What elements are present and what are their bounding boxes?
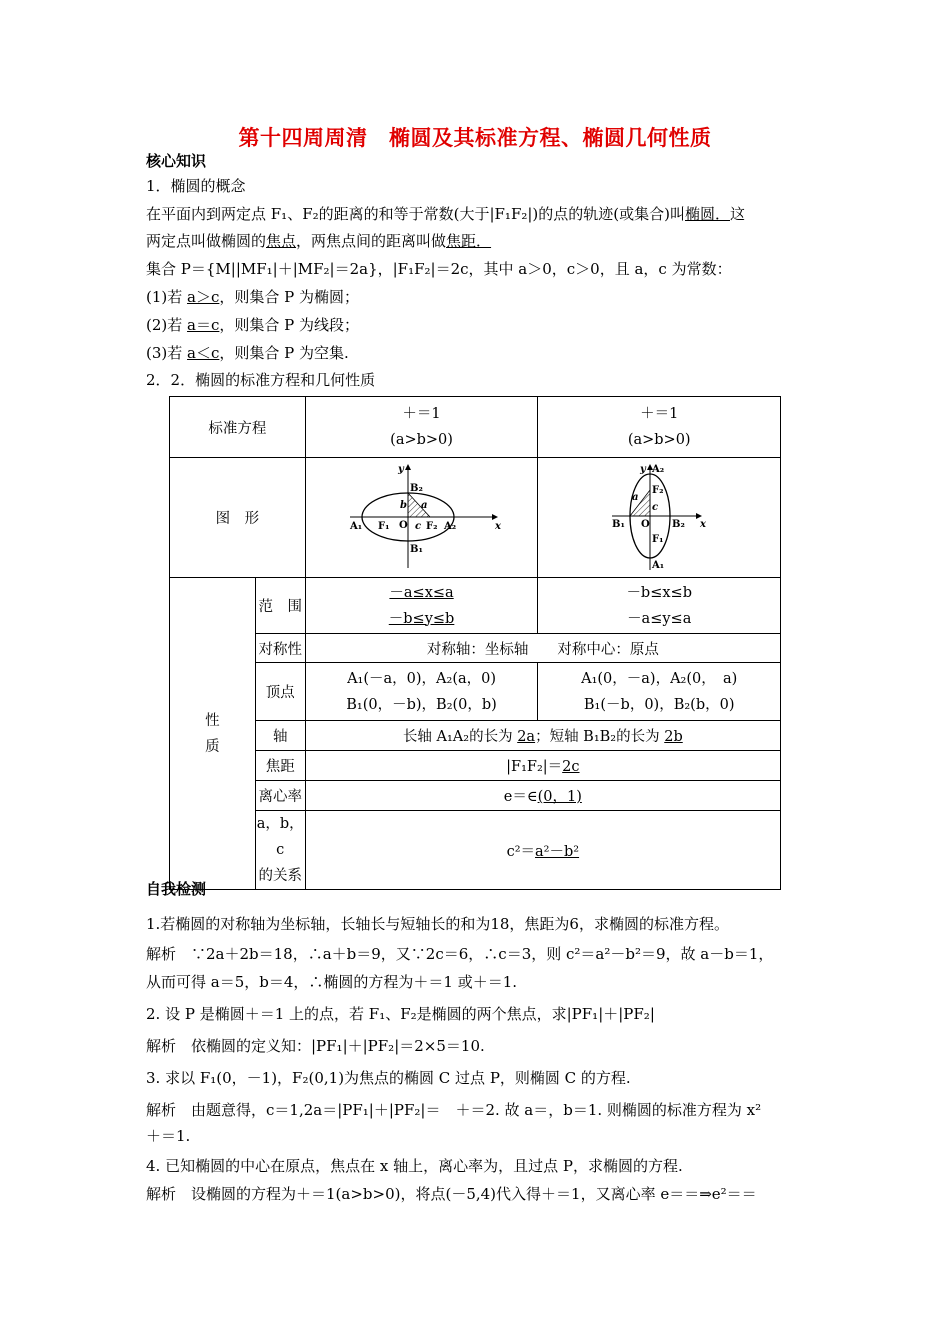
- case-1: [146, 287, 359, 307]
- figure-horizontal-ellipse: [305, 458, 538, 578]
- fig2-label-c: c: [652, 501, 659, 513]
- fig1-label-A2: A₂: [443, 520, 456, 532]
- definition-text: 在平面内到两定点 F₁、F₂的距离的和等于常数(大于|F₁F₂|)的点的轨迹(或集合)叫: [146, 205, 685, 223]
- question-1: 1.若椭圆的对称轴为坐标轴，长轴长与短轴长的和为18，焦距为6，求椭圆的标准方程。: [146, 915, 729, 933]
- fig1-label-A1: A₁: [349, 520, 362, 532]
- eccentricity-interval: (0，1): [537, 789, 582, 805]
- row-figure: [170, 458, 781, 578]
- fig2-label-B2: B₂: [672, 518, 686, 530]
- fig2-label-x: x: [700, 518, 707, 530]
- focal-distance-value: [305, 751, 780, 781]
- range-horizontal: [305, 578, 538, 634]
- vertices-left-B: B₁(0，－b)，B₂(0，b): [346, 696, 497, 713]
- vertices-left-A: A₁(－a，0)，A₂(a，0): [347, 670, 497, 687]
- fig2-label-F1: F₁: [652, 533, 664, 545]
- std-eq-horizontal: [305, 397, 538, 458]
- label-vertices: 顶点: [255, 663, 305, 721]
- case-2: [146, 315, 359, 335]
- row-symmetry: [170, 634, 781, 663]
- range-left-y: [306, 606, 538, 632]
- fig1-label-a: a: [420, 499, 428, 511]
- fig1-label-origin: O: [398, 519, 408, 531]
- vertices-right-A: A₁(0，－a)，A₂(0， a): [581, 670, 738, 687]
- answer-3-line-2: ＋＝1.: [146, 1127, 191, 1145]
- term-ellipse: 椭圆．: [684, 205, 730, 223]
- fig1-label-c: c: [414, 520, 421, 532]
- fig1-label-b: b: [399, 499, 407, 511]
- y-axis-arrow: [405, 464, 411, 470]
- row-axis: [170, 721, 781, 751]
- case-1-condition: a＞c: [187, 288, 220, 306]
- definition-line-2: [146, 231, 491, 251]
- fig2-label-a: a: [632, 491, 639, 503]
- case-3-condition: a＜c: [187, 344, 220, 362]
- page-title: 第十四周周清 椭圆及其标准方程、椭圆几何性质: [238, 126, 712, 150]
- case-1-prefix: (1)若: [146, 288, 188, 306]
- fig2-label-y: y: [640, 463, 647, 475]
- range-right-y: －a≤y≤a: [627, 610, 692, 627]
- label-properties: [170, 578, 256, 890]
- range-vertical: [538, 578, 781, 634]
- std-eq-right: ＋＝1: [640, 406, 679, 422]
- properties-char-1: 性: [205, 712, 220, 729]
- fig2-label-F2: F₂: [652, 484, 664, 496]
- label-axis: 轴: [255, 721, 305, 751]
- answer-3-line-1: 解析 由题意得，c＝1,2a＝|PF₁|＋|PF₂|＝ ＋＝2. 故 a＝，b＝1. 则椭圆的标准方程为 x²: [146, 1101, 762, 1119]
- axis-long-length: 2a: [517, 729, 536, 745]
- range-left-x-value: －a≤x≤a: [389, 584, 454, 601]
- label-figure: 图 形: [170, 458, 306, 578]
- range-left-x: [306, 580, 538, 606]
- relation-formula: a²－b²: [535, 843, 580, 860]
- fig1-label-B1: B₁: [409, 543, 423, 555]
- case-3-result: ，则集合 P 为空集.: [219, 344, 349, 362]
- definition-tail: 这: [730, 205, 746, 223]
- focal-distance-text: |F₁F₂|＝: [506, 759, 563, 775]
- question-2: 2. 设 P 是椭圆＋＝1 上的点，若 F₁、F₂是椭圆的两个焦点，求|PF₁|＋|PF₂|: [146, 1005, 655, 1023]
- definition-text-2: 两定点叫做椭圆的: [146, 232, 267, 250]
- question-4: 4. 已知椭圆的中心在原点，焦点在 x 轴上，离心率为，且过点 P，求椭圆的方程.: [146, 1157, 683, 1175]
- vertices-right-B: B₁(－b，0)，B₂(b，0): [583, 696, 735, 713]
- x-axis-arrow: [492, 514, 498, 520]
- std-eq-vertical: [538, 397, 781, 458]
- std-cond-left: (a>b>0): [390, 432, 453, 448]
- set-definition: 集合 P＝{M||MF₁|＋|MF₂|＝2a}，|F₁F₂|＝2c，其中 a＞0，c＞0，且 a，c 为常数：: [146, 260, 732, 278]
- properties-char-2: 质: [205, 738, 220, 755]
- fig2-label-origin: O: [641, 518, 650, 530]
- case-2-prefix: (2)若: [146, 316, 188, 334]
- vertices-vertical: [538, 663, 781, 721]
- row-range: [170, 578, 781, 634]
- eccentricity-value: [305, 781, 780, 811]
- std-cond-right: (a>b>0): [627, 432, 691, 448]
- symmetry-value: 对称轴：坐标轴 对称中心：原点: [305, 634, 780, 663]
- term-focal-distance: 焦距．: [446, 232, 492, 250]
- case-3: [146, 343, 349, 363]
- relation-label-1: a，b，c: [256, 816, 304, 858]
- fig2-label-A1: A₁: [652, 559, 665, 571]
- answer-1-line-2: 从而可得 a＝5，b＝4，∴椭圆的方程为＋＝1 或＋＝1.: [146, 973, 518, 991]
- answer-4: 解析 设椭圆的方程为＋＝1(a>b>0)，将点(－5,4)代入得＋＝1，又离心率 e＝＝⇒e²＝＝: [146, 1185, 757, 1203]
- subheading-concept: 1．椭圆的概念: [146, 177, 246, 195]
- focal-distance-length: 2c: [562, 759, 580, 775]
- answer-2: 解析 依椭圆的定义知：|PF₁|＋|PF₂|＝2×5＝10.: [146, 1037, 485, 1055]
- definition-line-1: [146, 204, 745, 224]
- section-heading-self-test: 自我检测: [146, 880, 207, 898]
- row-focal-distance: [170, 751, 781, 781]
- horizontal-ellipse-diagram: [342, 460, 502, 572]
- label-relation: [255, 811, 305, 890]
- vertical-ellipse-diagram: [604, 460, 714, 572]
- range-left-y-value: －b≤y≤b: [388, 610, 455, 627]
- label-eccentricity: 离心率: [255, 781, 305, 811]
- subheading-standard-equation: 2．2．椭圆的标准方程和几何性质: [146, 371, 376, 389]
- case-2-result: ，则集合 P 为线段；: [219, 316, 360, 334]
- term-focus: 焦点: [266, 232, 297, 250]
- vertices-horizontal: [305, 663, 538, 721]
- axis-short-text: ；短轴 B₁B₂的长为: [535, 729, 665, 745]
- answer-1-line-1: 解析 ∵2a＋2b＝18，∴a＋b＝9，又∵2c＝6，∴c＝3，则 c²＝a²－b²＝9，故 a－b＝1，: [146, 945, 774, 963]
- axis-value: [305, 721, 780, 751]
- fig1-label-y: y: [397, 463, 404, 475]
- definition-text-3: ，两焦点间的距离叫做: [296, 232, 447, 250]
- label-focal-distance: 焦距: [255, 751, 305, 781]
- label-range: 范 围: [255, 578, 305, 634]
- figure-vertical-ellipse: [538, 458, 781, 578]
- properties-table: [169, 396, 781, 890]
- case-2-condition: a＝c: [187, 316, 220, 334]
- relation-value: [305, 811, 780, 890]
- fig1-label-F1: F₁: [377, 520, 390, 532]
- label-standard-equation: 标准方程: [170, 397, 306, 458]
- section-heading-core: 核心知识: [146, 152, 207, 170]
- fig2-label-A2: A₂: [652, 463, 665, 475]
- eccentricity-text: e＝∈: [503, 789, 538, 805]
- case-1-result: ，则集合 P 为椭圆；: [219, 288, 360, 306]
- axis-long-text: 长轴 A₁A₂的长为: [402, 729, 518, 745]
- row-eccentricity: [170, 781, 781, 811]
- std-eq-left: ＋＝1: [402, 406, 441, 422]
- question-3: 3. 求以 F₁(0，－1)，F₂(0,1)为焦点的椭圆 C 过点 P，则椭圆 C 的方程.: [146, 1069, 631, 1087]
- range-right-x: －b≤x≤b: [626, 584, 692, 601]
- fig1-label-F2: F₂: [425, 520, 438, 532]
- axis-short-length: 2b: [664, 729, 683, 745]
- relation-text: c²＝: [506, 843, 536, 860]
- case-3-prefix: (3)若: [146, 344, 188, 362]
- fig1-label-B2: B₂: [409, 482, 423, 494]
- row-standard-equation: [170, 397, 781, 458]
- label-symmetry: 对称性: [255, 634, 305, 663]
- fig2-label-B1: B₁: [612, 518, 626, 530]
- row-relation: [170, 811, 781, 890]
- relation-label-2: 的关系: [258, 868, 302, 884]
- fig1-label-x: x: [494, 520, 501, 532]
- row-vertices: [170, 663, 781, 721]
